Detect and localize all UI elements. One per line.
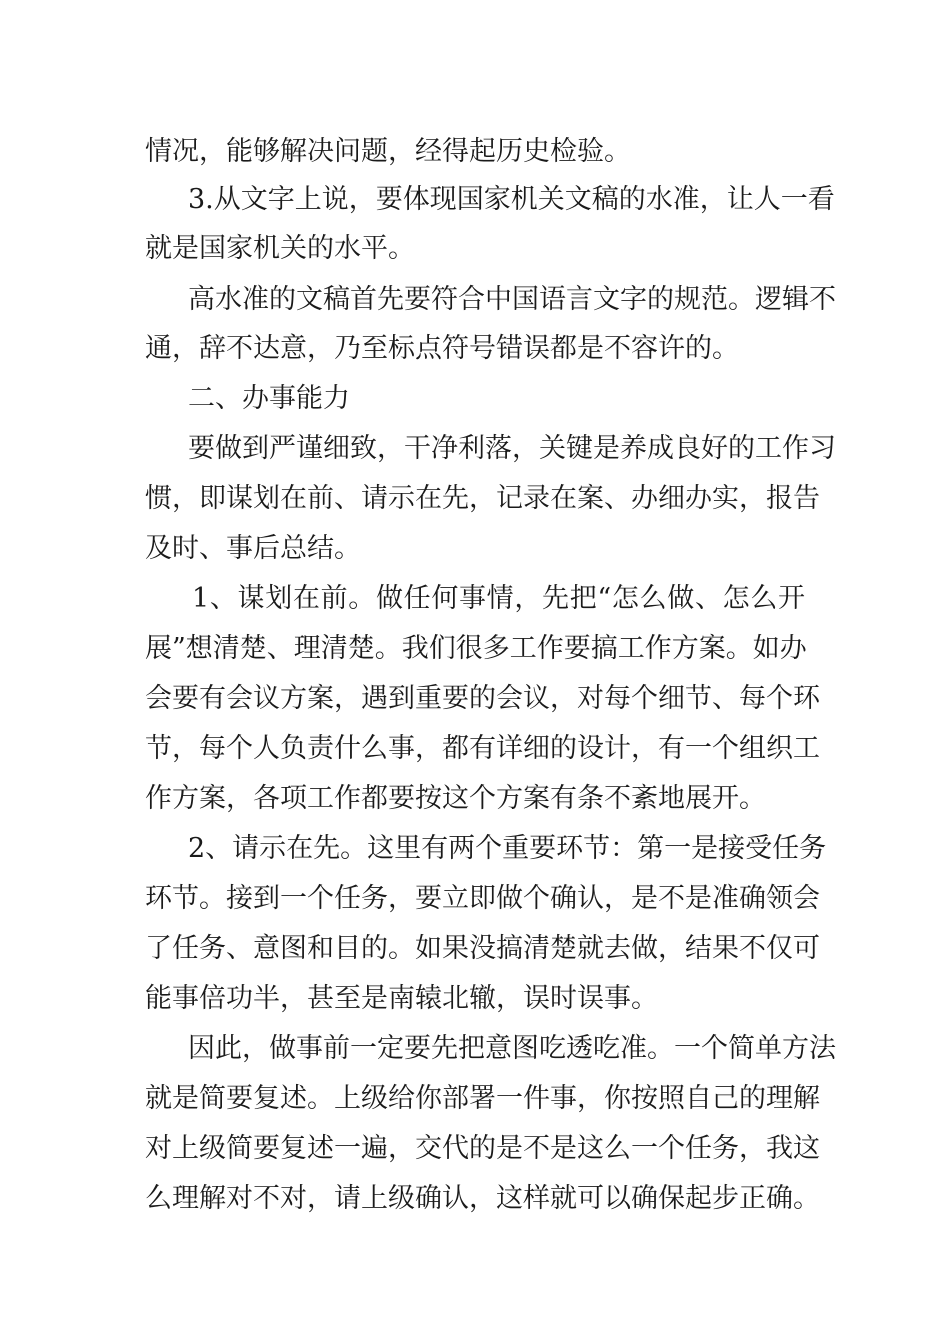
paragraph-line: 对上级简要复述一遍，交代的是不是这么一个任务，我这 — [145, 1133, 820, 1164]
paragraph-line: 环节。接到一个任务，要立即做个确认，是不是准确领会 — [145, 883, 820, 914]
paragraph-line: 3.从文字上说，要体现国家机关文稿的水准，让人一看 — [188, 184, 835, 215]
paragraph-line: 惯，即谋划在前、请示在先，记录在案、办细办实，报告 — [145, 483, 820, 514]
paragraph-line: 展”想清楚、理清楚。我们很多工作要搞工作方案。如办 — [145, 633, 807, 664]
paragraph-line: 高水准的文稿首先要符合中国语言文字的规范。逻辑不 — [188, 284, 836, 315]
paragraph-line: 及时、事后总结。 — [145, 533, 361, 564]
paragraph-line: 因此，做事前一定要先把意图吃透吃准。一个简单方法 — [188, 1033, 836, 1064]
paragraph-line: 通，辞不达意，乃至标点符号错误都是不容许的。 — [145, 333, 739, 364]
paragraph-line: 2、请示在先。这里有两个重要环节：第一是接受任务 — [188, 833, 827, 864]
paragraph-line: 就是国家机关的水平。 — [145, 233, 415, 264]
paragraph-line: 要做到严谨细致，干净利落，关键是养成良好的工作习 — [188, 433, 836, 464]
paragraph-line: 会要有会议方案，遇到重要的会议，对每个细节、每个环 — [145, 683, 820, 714]
paragraph-line: 节，每个人负责什么事，都有详细的设计，有一个组织工 — [145, 733, 820, 764]
paragraph-line: 么理解对不对，请上级确认，这样就可以确保起步正确。 — [145, 1183, 820, 1214]
paragraph-line: 了任务、意图和目的。如果没搞清楚就去做，结果不仅可 — [145, 933, 820, 964]
paragraph-line: 1、谋划在前。做任何事情，先把“怎么做、怎么开 — [192, 583, 805, 614]
paragraph-line: 作方案，各项工作都要按这个方案有条不紊地展开。 — [145, 783, 766, 814]
section-heading: 二、办事能力 — [188, 383, 350, 414]
paragraph-line: 能事倍功半，甚至是南辕北辙，误时误事。 — [145, 983, 658, 1014]
paragraph-line: 情况，能够解决问题，经得起历史检验。 — [145, 136, 631, 167]
paragraph-line: 就是简要复述。上级给你部署一件事，你按照自己的理解 — [145, 1083, 820, 1114]
